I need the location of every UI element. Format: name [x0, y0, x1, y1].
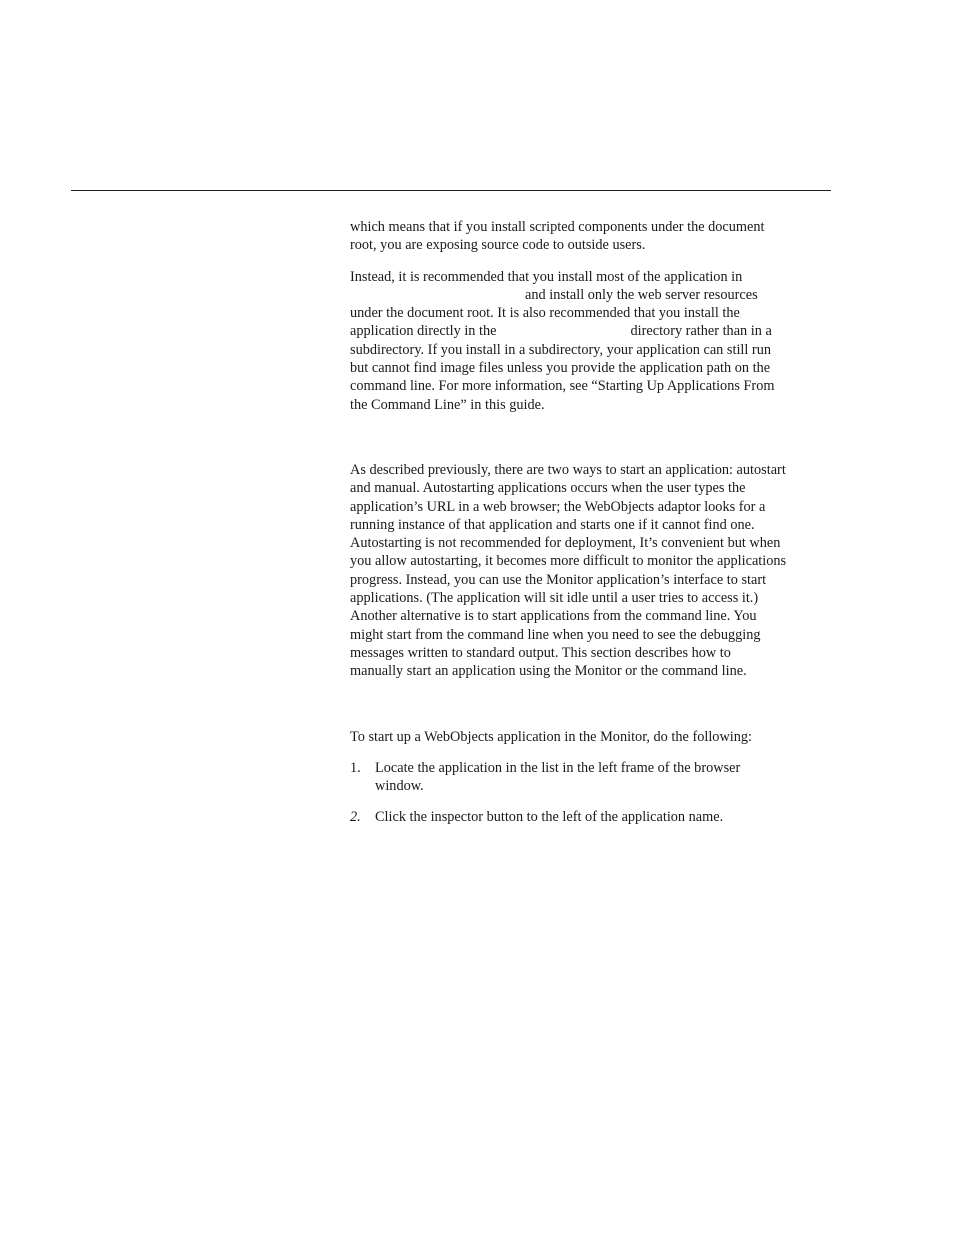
- text-line: Autostarting is not recommended for deployment, It’s convenient but when: [350, 535, 781, 552]
- text-line: window.: [375, 778, 424, 795]
- step-number: 1.: [350, 759, 361, 776]
- text-line: Another alternative is to start applications from the command line. You: [350, 608, 757, 625]
- text-line: messages written to standard output. This section describes how to: [350, 644, 731, 661]
- text-line: but cannot find image files unless you provide the application path on the: [350, 360, 771, 377]
- step-1: [350, 759, 810, 796]
- text-line: and manual. Autostarting applications occurs when the user types the: [350, 480, 746, 497]
- text-line: subdirectory. If you install in a subdirectory, your application can still run: [350, 341, 771, 358]
- step-2: [350, 808, 810, 826]
- text-line: command line. For more information, see “Starting Up Applications From: [350, 378, 775, 395]
- text-line: [350, 322, 810, 340]
- paragraph-monitor-intro: [350, 728, 810, 746]
- text-line: manually start an application using the Monitor or the command line.: [350, 663, 747, 680]
- step-number: 2.: [350, 809, 361, 826]
- body-text: [350, 218, 810, 827]
- text-line: application’s URL in a web browser; the WebObjects adaptor looks for a: [350, 498, 766, 515]
- paragraph-scripted-components: [350, 218, 810, 255]
- text-line: which means that if you install scripted components under the document: [350, 219, 765, 235]
- text-line: Instead, it is recommended that you install most of the application in: [350, 268, 743, 285]
- text-line: To start up a WebObjects application in the Monitor, do the following:: [350, 728, 753, 745]
- text-line: Locate the application in the list in the left frame of the browser: [375, 759, 741, 776]
- text-line: might start from the command line when you need to see the debugging: [350, 626, 761, 643]
- text-line: you allow autostarting, it becomes more difficult to monitor the applications: [350, 553, 787, 570]
- text-line: applications. (The application will sit idle until a user tries to access it.): [350, 590, 759, 607]
- paragraph-install-recommendation: [350, 268, 810, 414]
- text-fragment: directory rather than in a: [630, 323, 772, 340]
- text-line: running instance of that application and starts one if it cannot find one.: [350, 516, 755, 533]
- text-line: As described previously, there are two ways to start an application: autostart: [350, 461, 786, 478]
- text-line: the Command Line” in this guide.: [350, 396, 545, 413]
- text-line: under the document root. It is also recommended that you install the: [350, 305, 740, 322]
- text-line: [350, 286, 810, 304]
- header-rule: [71, 190, 831, 191]
- text-line: Click the inspector button to the left of the application name.: [375, 809, 724, 826]
- text-fragment: and install only the web server resources: [525, 286, 758, 303]
- text-line: root, you are exposing source code to outside users.: [350, 237, 646, 254]
- text-line: progress. Instead, you can use the Monitor application’s interface to start: [350, 571, 767, 588]
- text-fragment: application directly in the: [350, 323, 497, 340]
- paragraph-starting-applications: [350, 461, 810, 681]
